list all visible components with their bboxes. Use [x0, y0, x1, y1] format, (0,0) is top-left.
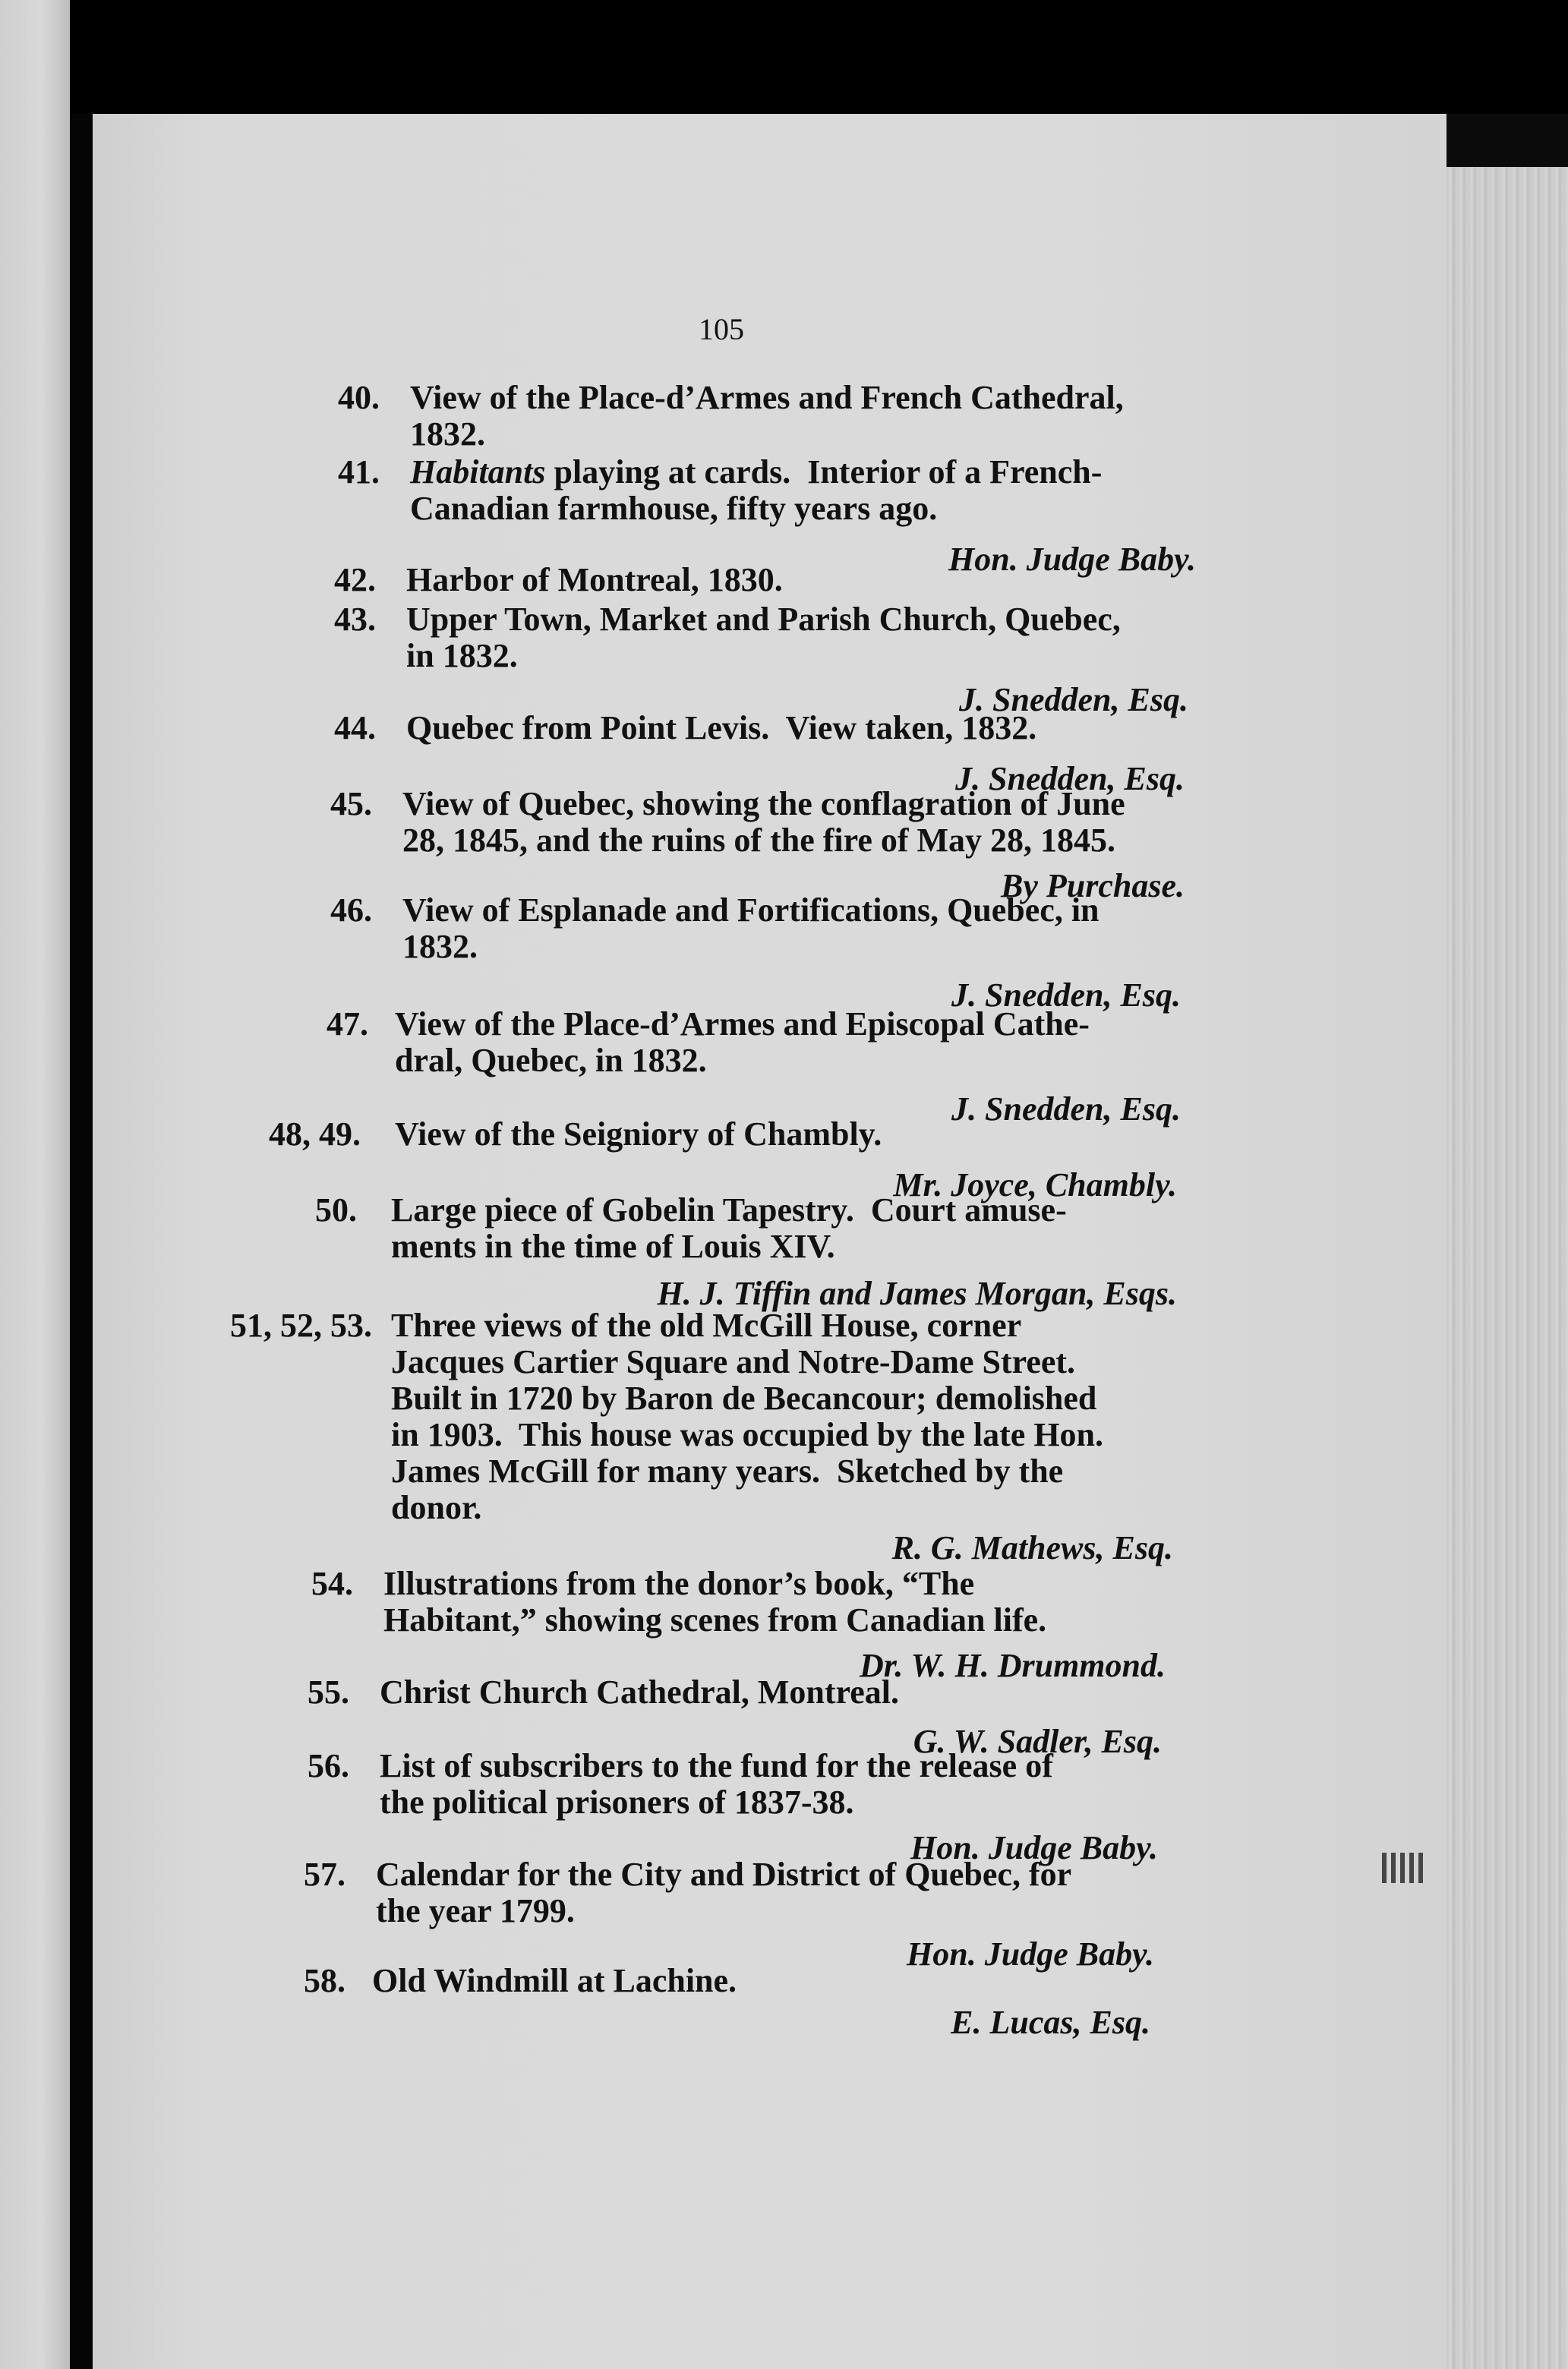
entry-line: in 1832.	[406, 637, 518, 674]
entry-description	[391, 1308, 1177, 1526]
entry-line: Canadian farmhouse, fifty years ago.	[410, 490, 938, 527]
entry-line: Old Windmill at Lachine.	[372, 1962, 737, 1999]
entry-number: 57.	[304, 1856, 345, 1893]
entry-line: Large piece of Gobelin Tapestry. Court amuse-	[391, 1191, 1067, 1229]
entry-number: 47.	[327, 1005, 368, 1043]
entry-description	[380, 1748, 1166, 1821]
entry-line: Habitants playing at cards. Interior of a French-	[410, 453, 1103, 491]
entry-line: Christ Church Cathedral, Montreal.	[380, 1673, 900, 1711]
entry-number: 41.	[338, 453, 380, 491]
entry-donor-credit: Hon. Judge Baby.	[948, 541, 1196, 578]
entry-number: 40.	[338, 379, 380, 416]
entry-line: the political prisoners of 1837-38.	[380, 1784, 854, 1821]
entry-line: View of the Seigniory of Chambly.	[395, 1115, 882, 1153]
entry-description	[402, 786, 1192, 859]
entry-line: ments in the time of Louis XIV.	[391, 1228, 835, 1265]
entry-number: 42.	[334, 561, 376, 598]
entry-description	[383, 1566, 1169, 1639]
entry-donor-credit: J. Snedden, Esq.	[951, 976, 1181, 1014]
entry-donor-credit: E. Lucas, Esq.	[951, 2004, 1150, 2041]
entry-line: dral, Quebec, in 1832.	[395, 1042, 707, 1079]
entry-line: Illustrations from the donor’s book, “The	[383, 1565, 975, 1602]
entry-donor-credit: J. Snedden, Esq.	[955, 760, 1185, 797]
entry-line: James McGill for many years. Sketched by the	[391, 1453, 1064, 1490]
entry-donor-credit: R. G. Mathews, Esq.	[891, 1529, 1173, 1566]
entry-line: Habitant,” showing scenes from Canadian life.	[383, 1601, 1047, 1639]
entry-donor-credit: Hon. Judge Baby.	[910, 1829, 1158, 1866]
entry-line: Calendar for the City and District of Quebec, for	[376, 1856, 1072, 1893]
entry-line: Built in 1720 by Baron de Becancour; demolished	[391, 1380, 1097, 1417]
entry-number: 50.	[315, 1191, 357, 1229]
entry-number: 43.	[334, 601, 376, 638]
entry-number: 54.	[311, 1565, 353, 1602]
entry-donor-credit: Dr. W. H. Drummond.	[859, 1647, 1166, 1684]
entry-line: View of the Place-d’Armes and French Cathedral,	[410, 379, 1124, 416]
entry-line: View of Quebec, showing the conflagration of June	[402, 785, 1125, 822]
entry-description	[406, 601, 1196, 674]
entry-donor-credit: J. Snedden, Esq.	[951, 1090, 1181, 1128]
entry-number: 44.	[334, 709, 376, 746]
entry-donor-credit: By Purchase.	[1001, 867, 1185, 904]
entry-description	[410, 380, 1200, 453]
entry-number: 56.	[308, 1747, 349, 1784]
entry-number: 58.	[304, 1962, 345, 1999]
entry-line: Harbor of Montreal, 1830.	[406, 561, 783, 598]
entry-description	[402, 892, 1192, 965]
entry-description	[380, 1674, 1166, 1711]
entry-number: 51, 52, 53.	[230, 1307, 372, 1344]
entry-number: 46.	[330, 891, 372, 929]
entry-donor-credit: Hon. Judge Baby.	[907, 1935, 1154, 1973]
entry-line: Three views of the old McGill House, corner	[391, 1307, 1022, 1344]
entry-donor-credit: Mr. Joyce, Chambly.	[893, 1166, 1177, 1203]
entry-description	[376, 1856, 1162, 1929]
entry-line: View of the Place-d’Armes and Episcopal Cathe-	[395, 1005, 1090, 1043]
entry-description	[391, 1192, 1181, 1265]
entry-line: 1832.	[410, 415, 485, 453]
entry-line: the year 1799.	[376, 1892, 575, 1929]
entry-description	[372, 1963, 1158, 1999]
entry-number: 48, 49.	[269, 1115, 361, 1153]
page-number: 105	[699, 312, 744, 346]
entry-description	[406, 562, 1196, 598]
entry-description	[395, 1006, 1185, 1079]
entry-line: Upper Town, Market and Parish Church, Quebec,	[406, 601, 1121, 638]
entry-donor-credit: G. W. Sadler, Esq.	[913, 1723, 1162, 1760]
entry-line: 28, 1845, and the ruins of the fire of May 28, 1845.	[402, 822, 1116, 859]
entry-description	[410, 454, 1200, 527]
entry-number: 55.	[308, 1673, 349, 1711]
entry-line: Jacques Cartier Square and Notre-Dame Street.	[391, 1343, 1076, 1380]
entry-line: in 1903. This house was occupied by the late Hon.	[391, 1416, 1104, 1453]
entry-description	[406, 710, 1196, 746]
entry-line: 1832.	[402, 928, 478, 965]
entry-line: View of Esplanade and Fortifications, Quebec, in	[402, 891, 1099, 929]
entry-donor-credit: H. J. Tiffin and James Morgan, Esqs.	[657, 1275, 1177, 1312]
entry-italic-lead: Habitants	[410, 453, 546, 491]
entry-number: 45.	[330, 785, 372, 822]
entry-line: donor.	[391, 1489, 482, 1526]
entry-description	[395, 1116, 1185, 1153]
entry-line: List of subscribers to the fund for the release of	[380, 1747, 1053, 1784]
entry-donor-credit: J. Snedden, Esq.	[959, 681, 1188, 718]
entry-line: Quebec from Point Levis. View taken, 1832.	[406, 709, 1037, 746]
